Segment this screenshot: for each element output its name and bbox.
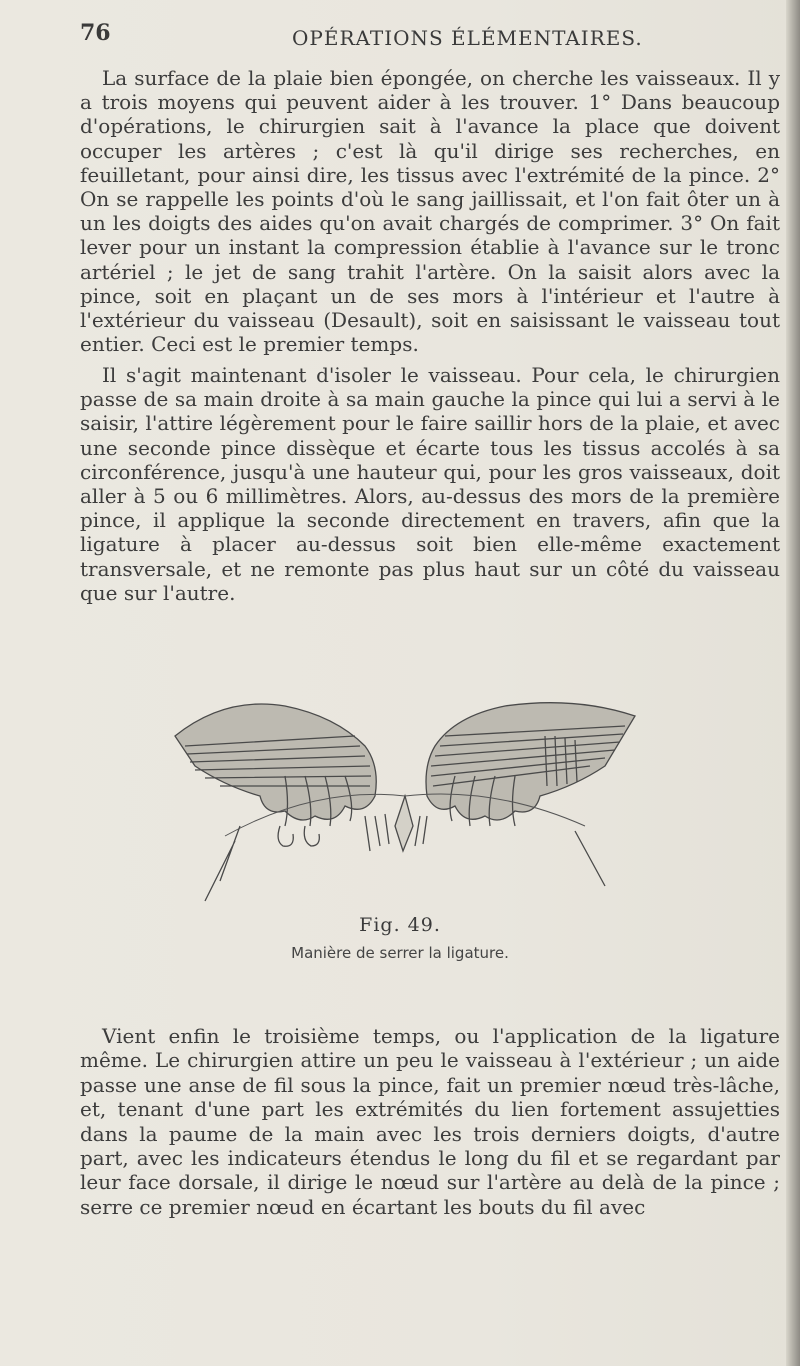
paragraph-1 bbox=[80, 66, 780, 356]
page-number: 76 bbox=[80, 20, 111, 46]
engraving-illustration bbox=[165, 676, 645, 906]
paragraph-text: Vient enfin le troisième temps, ou l'application de la ligature même. Le chirurgien attire un peu le vaisseau à l'extérieur ; un aide passe une anse de fil sous la pince, fait un premier nœud très-lâche, et, tenant d'une part les extrémités du lien fortement assujetties dans la paume de la main avec les trois derniers doigts, d'autre part, avec les indicateurs étendus le long du fil et se regardant par leur face dorsale, il dirige le nœud sur l'artère au delà de la pince ; serre ce premier nœud en écartant les bouts du fil avec bbox=[80, 1024, 780, 1219]
running-title: OPÉRATIONS ÉLÉMENTAIRES. bbox=[292, 26, 643, 50]
figure-label: Fig. 49. bbox=[359, 914, 441, 936]
page-header bbox=[80, 20, 780, 50]
paragraph-3 bbox=[80, 1024, 780, 1219]
page-edge-shadow bbox=[786, 0, 800, 1366]
paragraph-text: La surface de la plaie bien épongée, on cherche les vaisseaux. Il y a trois moyens qui peuvent aider à les trouver. 1° Dans beaucoup d'opérations, le chirurgien sait à l'avance la place que doivent occuper les artères ; c'est là qu'il dirige ses recherches, en feuilletant, pour ainsi dire, les tissus avec l'extrémité de la pince. 2° On se rappelle les points d'où le sang jaillissait, et l'on fait ôter un à un les doigts des aides qu'on avait chargés de comprimer. 3° On fait lever pour un instant la compression établie à l'avance sur le tronc artériel ; le jet de sang trahit l'artère. On la saisit alors avec la pince, soit en plaçant un de ses mors à l'intérieur et l'autre à l'extérieur du vaisseau (Desault), soit en saisissant le vaisseau tout entier. Ceci est le premier temps. bbox=[80, 66, 780, 357]
figure-caption: Manière de serrer la ligature. bbox=[291, 944, 509, 962]
paragraph-text: Il s'agit maintenant d'isoler le vaisseau. Pour cela, le chirurgien passe de sa main droite à sa main gauche la pince qui lui a servi à le saisir, l'attire légèrement pour le faire saillir hors de la plaie, et avec une seconde pince dissèque et écarte tous les tissus accolés à sa circonférence, jusqu'à une hauteur qui, pour les gros vaisseaux, doit aller à 5 ou 6 millimètres. Alors, au-dessus des mors de la première pince, il applique la seconde directement en travers, afin que la ligature à placer au-dessus soit bien elle-même exactement transversale, et ne remonte pas plus haut sur un côté du vaisseau que sur l'autre. bbox=[80, 363, 780, 605]
paragraph-2 bbox=[80, 363, 780, 605]
